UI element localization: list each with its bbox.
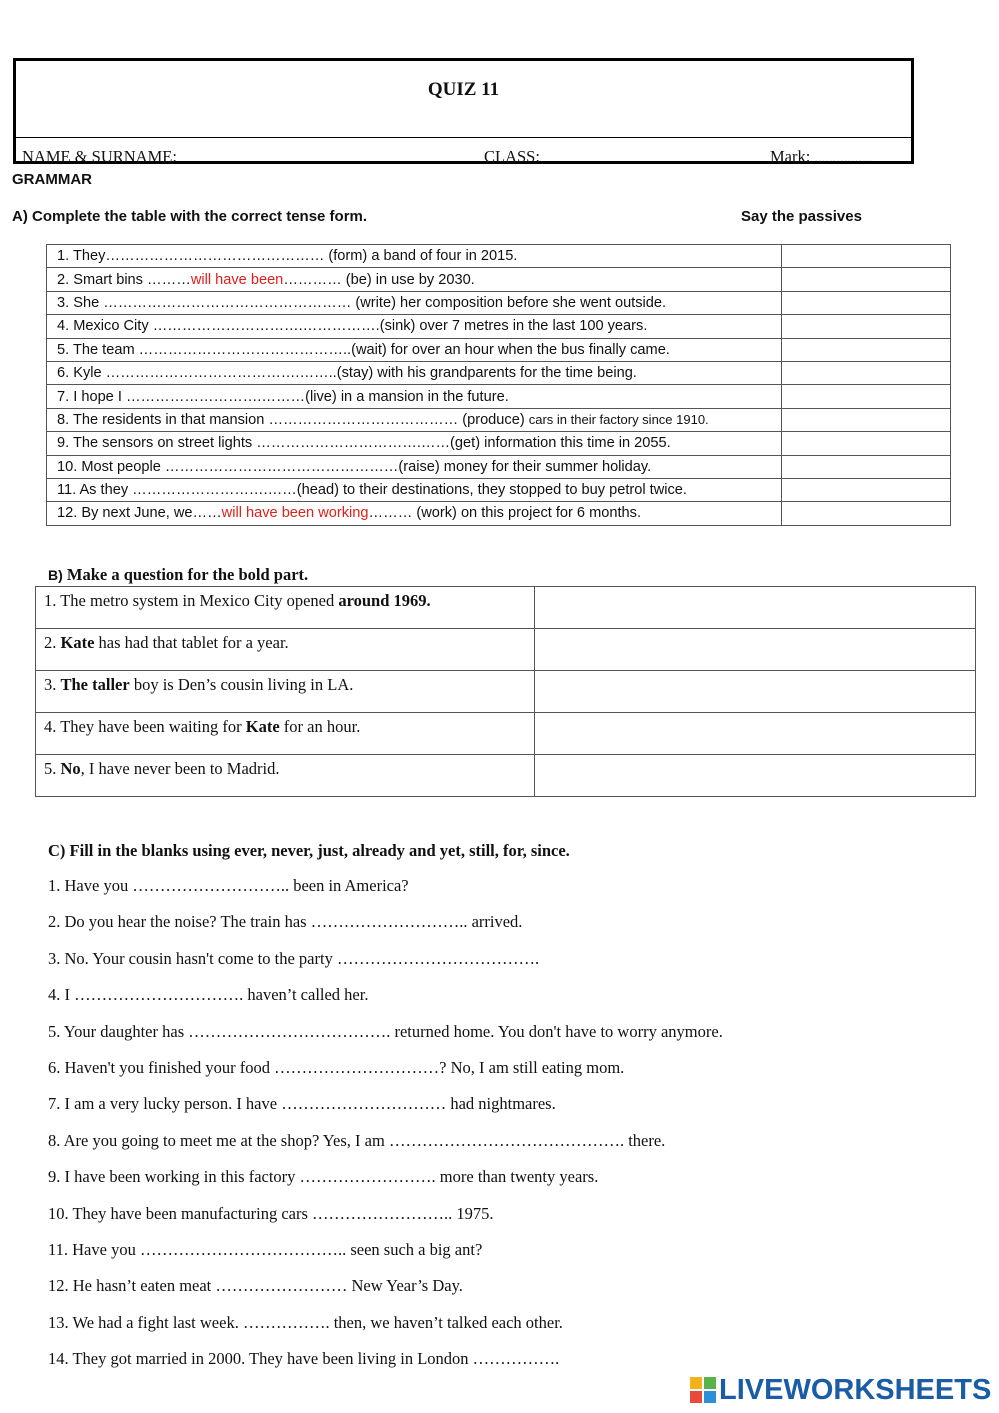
header-divider (16, 137, 911, 138)
section-a-title: A) Complete the table with the correct tense form. (12, 208, 368, 225)
tense-row (47, 408, 951, 431)
sentence-text: 1. The metro system in Mexico City opened (44, 591, 339, 610)
fill-blank-item[interactable]: 14. They got married in 2000. They have been living in London ……………. (48, 1349, 560, 1369)
tense-sentence (47, 385, 782, 408)
tense-sentence (47, 315, 782, 338)
tense-sentence (47, 245, 782, 268)
passive-answer-cell[interactable] (782, 408, 951, 431)
tense-sentence (47, 408, 782, 431)
passive-answer-cell[interactable] (782, 361, 951, 384)
tense-row (47, 315, 951, 338)
question-sentence (36, 587, 535, 629)
question-answer-cell[interactable] (535, 671, 976, 713)
sentence-text: , I have never been to Madrid. (80, 759, 280, 778)
tense-row (47, 268, 951, 291)
fill-blank-item[interactable]: 3. No. Your cousin hasn't come to the party ………………………………. (48, 948, 540, 968)
bold-part: The taller (60, 675, 130, 694)
logo-text: LIVEWORKSHEETS (719, 1373, 992, 1406)
sentence-text: boy is Den’s cousin living in LA. (129, 675, 354, 694)
tense-row (47, 338, 951, 361)
sentence-text-end: ………… (be) in use by 2030. (283, 271, 475, 288)
logo-square (704, 1377, 716, 1389)
sentence-text: 5. The team ……………………………………..(wait) for over an hour when the bus finally came. (57, 341, 670, 358)
tense-row (47, 245, 951, 268)
passive-answer-cell[interactable] (782, 455, 951, 478)
logo-square (690, 1391, 702, 1403)
fill-blank-item[interactable]: 8. Are you going to meet me at the shop? Yes, I am ……………………………………. there. (48, 1130, 666, 1150)
passive-answer-cell[interactable] (782, 245, 951, 268)
class-label: CLASS: (484, 147, 540, 166)
sentence-text: has had that tablet for a year. (94, 633, 289, 652)
grammar-heading: GRAMMAR (12, 171, 92, 188)
sample-answer: will have been working (221, 505, 369, 522)
liveworksheets-logo (690, 1373, 991, 1407)
sentence-text: 9. The sensors on street lights …………………………….……(get) information this time in 2055. (57, 435, 671, 452)
sentence-text: 4. Mexico City ………………………….…………….(sink) over 7 metres in the last 100 years. (57, 318, 648, 335)
sentence-text: 5. (44, 759, 61, 778)
section-b-letter: B) (48, 567, 63, 583)
fill-blank-item[interactable]: 6. Haven't you finished your food …………………………? No, I am still eating mom. (48, 1058, 625, 1077)
logo-square (704, 1391, 716, 1403)
question-sentence (36, 629, 535, 671)
sentence-text-end: ……… (work) on this project for 6 months. (368, 505, 642, 522)
logo-square (690, 1377, 702, 1389)
sentence-text: 2. Smart bins ……… (57, 271, 191, 288)
passive-answer-cell[interactable] (782, 478, 951, 501)
section-b-title (48, 565, 308, 585)
tense-table (46, 244, 951, 526)
bold-part: Kate (245, 717, 280, 736)
fill-blank-item[interactable]: 4. I …………………………. haven’t called her. (48, 985, 369, 1005)
sentence-text: 8. The residents in that mansion ………………………………… (produce) (57, 411, 529, 428)
tense-sentence (47, 338, 782, 361)
question-row (36, 587, 976, 629)
sentence-text: 7. I hope I ……………………….………(live) in a mansion in the future. (57, 388, 509, 405)
question-sentence (36, 671, 535, 713)
tense-sentence (47, 455, 782, 478)
tense-sentence (47, 291, 782, 314)
passive-answer-cell[interactable] (782, 502, 951, 525)
tense-sentence (47, 478, 782, 501)
sentence-text: 11. As they ……………………….……(head) to their destinations, they stopped to buy petrol twice. (57, 482, 687, 499)
fill-blank-item[interactable]: 2. Do you hear the noise? The train has ……………………….. arrived. (48, 912, 523, 932)
fill-blank-item[interactable]: 5. Your daughter has ………………………………. returned home. You don't have to worry anymore. (48, 1021, 723, 1041)
sample-answer: will have been (190, 271, 284, 288)
mark-label: Mark: (770, 147, 811, 166)
question-answer-cell[interactable] (535, 755, 976, 797)
say-passives-note: Say the passives (741, 208, 862, 225)
question-sentence (36, 755, 535, 797)
passive-answer-cell[interactable] (782, 315, 951, 338)
sentence-text: 6. Kyle ………………………………….……..(stay) with his grandparents for the time being. (57, 365, 637, 382)
question-answer-cell[interactable] (535, 587, 976, 629)
tense-row (47, 478, 951, 501)
fill-blank-item[interactable]: 11. Have you ……………………………….. seen such a big ant? (48, 1240, 483, 1259)
mark-dots: ……………. (814, 153, 873, 165)
question-answer-cell[interactable] (535, 713, 976, 755)
tense-sentence (47, 361, 782, 384)
section-c-title: C) Fill in the blanks using ever, never, just, already and yet, still, for, since. (48, 841, 570, 860)
sentence-text: 1. They……………………………………… (form) a band of four in 2015. (57, 248, 518, 265)
question-row (36, 755, 976, 797)
question-answer-cell[interactable] (535, 629, 976, 671)
sentence-text: 3. She …………………………………………… (write) her composition before she went outside. (57, 294, 667, 311)
sentence-text: 10. Most people …………………………………………(raise) money for their summer holiday. (57, 458, 652, 475)
section-b-title-text: Make a question for the bold part. (62, 565, 309, 584)
quiz-header-box (13, 58, 914, 164)
fill-blank-item[interactable]: 7. I am a very lucky person. I have ………………………… had nightmares. (48, 1094, 556, 1114)
tense-sentence (47, 502, 782, 525)
tense-row (47, 502, 951, 525)
passive-answer-cell[interactable] (782, 268, 951, 291)
bold-part: No (60, 759, 81, 778)
fill-blank-item[interactable]: 13. We had a fight last week. ……………. then, we haven’t talked each other. (48, 1312, 563, 1332)
liveworksheets-logo-icon (690, 1377, 716, 1403)
passive-answer-cell[interactable] (782, 432, 951, 455)
tense-row (47, 385, 951, 408)
question-row (36, 713, 976, 755)
fill-blank-item[interactable]: 10. They have been manufacturing cars …………………….. 1975. (48, 1203, 494, 1223)
sentence-text: 2. (44, 633, 61, 652)
sentence-text: 4. They have been waiting for (44, 717, 246, 736)
fill-blank-item[interactable]: 9. I have been working in this factory ……………………. more than twenty years. (48, 1167, 599, 1187)
tense-row (47, 361, 951, 384)
passive-answer-cell[interactable] (782, 385, 951, 408)
question-table (35, 586, 976, 797)
mark-field (770, 147, 872, 167)
tense-sentence (47, 268, 782, 291)
sentence-text: for an hour. (279, 717, 361, 736)
tense-sentence (47, 432, 782, 455)
sentence-text: 3. (44, 675, 61, 694)
name-surname-label: NAME & SURNAME: (22, 147, 177, 166)
passive-answer-cell[interactable] (782, 338, 951, 361)
bold-part: around 1969. (338, 591, 431, 610)
fill-blank-item[interactable]: 12. He hasn’t eaten meat …………………… New Year’s Day. (48, 1276, 463, 1296)
passive-answer-cell[interactable] (782, 291, 951, 314)
sentence-text: 12. By next June, we…… (57, 505, 222, 522)
tense-row (47, 455, 951, 478)
bold-part: Kate (60, 633, 95, 652)
question-sentence (36, 713, 535, 755)
question-row (36, 671, 976, 713)
fill-blank-item[interactable]: 1. Have you ……………………….. been in America? (48, 876, 409, 895)
question-row (36, 629, 976, 671)
quiz-title: QUIZ 11 (427, 79, 500, 100)
sentence-text-small: cars in their factory since 1910. (528, 411, 709, 427)
tense-row (47, 291, 951, 314)
tense-row (47, 432, 951, 455)
